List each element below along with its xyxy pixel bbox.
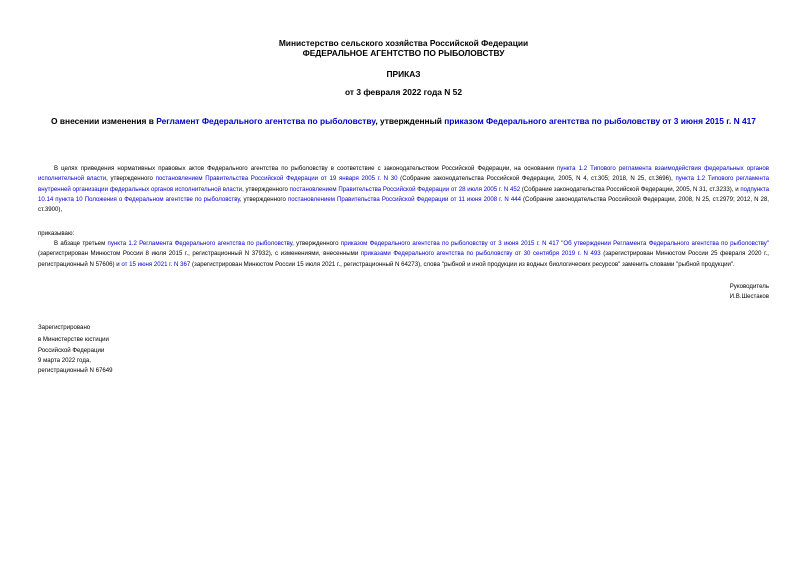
preamble-text-5: (Собрание законодательства Российской Федерации, 2005, N 31, ст.3233), и [520, 185, 741, 193]
order-link-2[interactable]: приказом Федерального агентства по рыболовству от 3 июня 2015 г. N 417 "Об утверждении Регламента Федерального агентства по рыболовству" [340, 240, 769, 247]
title-link-order[interactable]: приказом Федерального агентства по рыболовству от 3 июня 2015 г. N 417 [444, 116, 756, 126]
title-text-1: О внесении изменения в [51, 116, 157, 126]
preamble-link-1[interactable]: пункта 1.2 Типового регламента взаимодействия федеральных органов исполнительной власти [38, 165, 769, 183]
order-link-4[interactable]: от 15 июня 2021 г. N 367 [121, 260, 191, 268]
preamble-paragraph [38, 164, 769, 215]
registration-block [38, 323, 238, 376]
registration-line-3: Российской Федерации [38, 346, 105, 354]
order-paragraph [38, 239, 769, 270]
order-text-1: В абзаце третьем [54, 240, 108, 247]
agency-name: ФЕДЕРАЛЬНОЕ АГЕНТСТВО ПО РЫБОЛОВСТВУ [302, 48, 505, 58]
preamble-link-2[interactable]: постановлением Правительства Российской Федерации от 19 января 2005 г. N 30 [155, 175, 398, 183]
order-text-2: , утвержденного [292, 240, 341, 247]
preamble-text-6: , утвержденного [239, 195, 288, 203]
registration-line-4: 9 марта 2022 года, [38, 356, 91, 364]
document-date-number: от 3 февраля 2022 года N 52 [345, 87, 462, 97]
signatory-name: И.В.Шестаков [729, 293, 769, 301]
order-text-4: (зарегистрирован Минюстом России 25 февраля 2020 г., регистрационный N 57606) и [38, 250, 769, 268]
document-title [38, 116, 769, 127]
title-text-2: , утвержденный [375, 116, 445, 126]
ministry-name: Министерство сельского хозяйства Российской Федерации [278, 38, 529, 48]
preamble-link-3[interactable]: пункта 1.2 Типового регламента внутренней организации федеральных органов исполнительной власти [38, 175, 770, 193]
preamble-text-3: (Собрание законодательства Российской Федерации, 2005, N 4, ст.305; 2018, N 25, ст.3696), [397, 175, 676, 183]
registration-line-2: в Министерстве юстиции [38, 336, 109, 344]
title-link-regulation[interactable]: Регламент Федерального агентства по рыболовству [156, 116, 376, 126]
preamble-text-1: В целях приведения нормативных правовых актов Федерального агентства по рыболовству в соответствие с законодательством Российской Федерации, на основании [54, 165, 557, 172]
order-word: приказываю: [38, 230, 75, 237]
preamble-link-4[interactable]: постановлением Правительства Российской Федерации от 28 июля 2005 г. N 452 [289, 185, 521, 193]
order-link-3[interactable]: приказами Федерального агентства по рыболовству от 30 сентября 2019 г. N 493 [360, 250, 601, 258]
document-type: ПРИКАЗ [386, 69, 421, 79]
preamble-text-2: , утвержденного [106, 175, 156, 183]
signature-block [569, 282, 769, 303]
preamble-text-7: (Собрание законодательства Российской Федерации, 2008, N 25, ст.2979; 2012, N 28, ст.3900), [38, 195, 769, 214]
order-text-5: (зарегистрирован Минюстом России 15 июля 2021 г., регистрационный N 64273), слова "рыбной и иной продукции из водных биологических ресурсов" заменить словами "рыбной продукции". [190, 260, 735, 268]
registration-line-5: регистрационный N 67649 [38, 367, 113, 375]
preamble-text-4: , утвержденного [242, 185, 290, 193]
preamble-link-5[interactable]: подпункта 10.14 пункта 10 Положения о Федеральном агентстве по рыболовству [38, 185, 769, 203]
preamble-link-6[interactable]: постановлением Правительства Российской Федерации от 11 июня 2008 г. N 444 [287, 195, 521, 203]
signatory-position: Руководитель [729, 283, 769, 290]
order-text-3: (зарегистрирован Минюстом России 8 июля 2015 г., регистрационный N 37932), с изменениями, внесенными [38, 250, 361, 258]
registration-line-1: Зарегистрировано [38, 324, 91, 331]
order-link-1[interactable]: пункта 1.2 Регламента Федерального агентства по рыболовству [107, 240, 293, 247]
